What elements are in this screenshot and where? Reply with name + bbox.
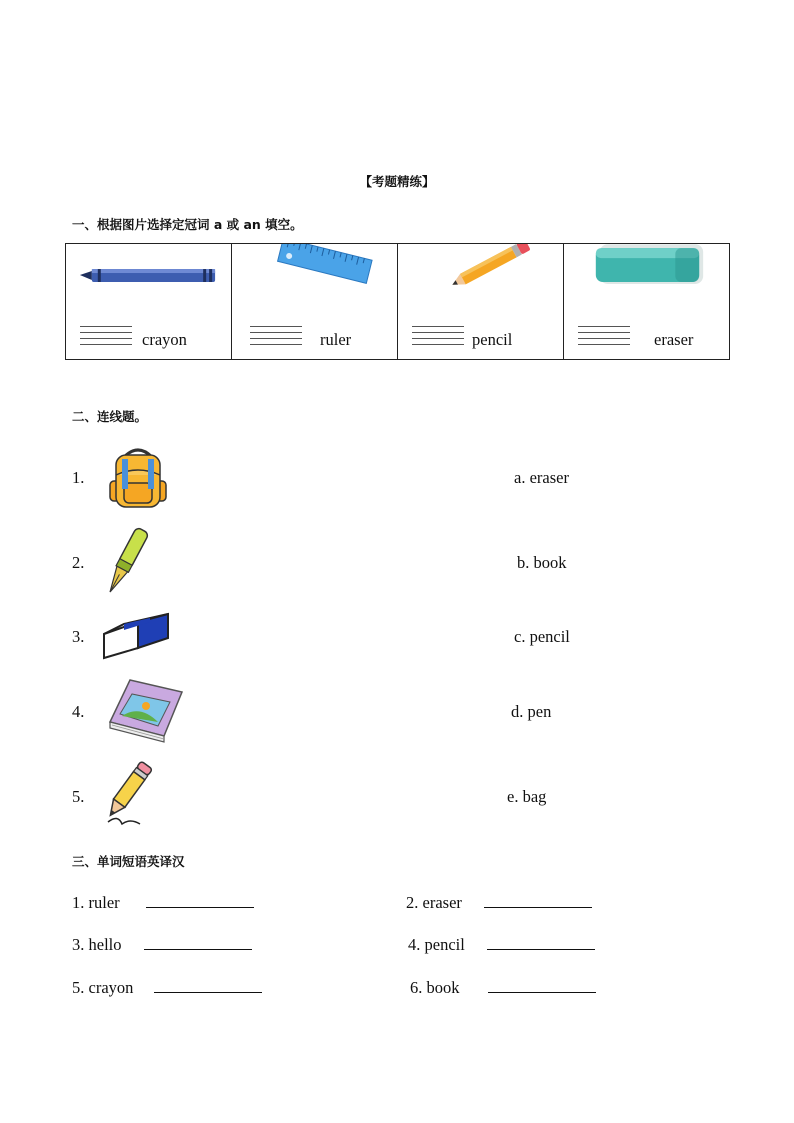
- translation-word: 6. book: [410, 978, 460, 997]
- word-eraser: eraser: [654, 330, 694, 349]
- translation-item: [406, 893, 592, 913]
- match-number: 1.: [72, 468, 85, 487]
- translation-item: [410, 978, 596, 998]
- translation-blank[interactable]: [484, 893, 592, 908]
- table-cell-eraser: [564, 244, 730, 360]
- word-pencil: pencil: [472, 330, 513, 349]
- match-answer: e. bag: [507, 787, 547, 806]
- match-number: 5.: [72, 787, 85, 806]
- translation-blank[interactable]: [144, 935, 252, 950]
- pencil-icon: [398, 244, 563, 314]
- table-cell-pencil: [398, 244, 564, 360]
- page-title: 【考题精练】: [359, 174, 435, 189]
- match-answer: c. pencil: [514, 627, 570, 646]
- translation-blank[interactable]: [154, 978, 262, 993]
- translation-item: [72, 935, 252, 955]
- crayon-icon: [66, 244, 231, 314]
- section1-heading: 一、根据图片选择定冠词 a 或 an 填空。: [72, 217, 303, 232]
- word-crayon: crayon: [142, 330, 187, 349]
- match-answer: b. book: [517, 553, 567, 572]
- table-cell-ruler: [232, 244, 398, 360]
- book-icon: [106, 678, 184, 744]
- translation-item: [72, 893, 254, 913]
- translation-item: [72, 978, 262, 998]
- match-number: 2.: [72, 553, 85, 572]
- translation-word: 1. ruler: [72, 893, 120, 912]
- section3-heading: 三、单词短语英译汉: [72, 854, 185, 869]
- answer-blank[interactable]: [80, 326, 132, 350]
- answer-blank[interactable]: [412, 326, 464, 350]
- article-table: [65, 243, 730, 360]
- word-ruler: ruler: [320, 330, 352, 349]
- translation-item: [408, 935, 595, 955]
- translation-blank[interactable]: [146, 893, 254, 908]
- translation-word: 3. hello: [72, 935, 122, 954]
- match-answer: a. eraser: [514, 468, 569, 487]
- fountain-pen-icon: [100, 524, 152, 600]
- translation-blank[interactable]: [487, 935, 595, 950]
- match-answer: d. pen: [511, 702, 552, 721]
- match-number: 4.: [72, 702, 85, 721]
- section2-heading: 二、连线题。: [72, 409, 148, 424]
- backpack-icon: [104, 445, 172, 511]
- pencil-icon: [100, 758, 158, 828]
- translation-word: 2. eraser: [406, 893, 462, 912]
- answer-blank[interactable]: [250, 326, 302, 350]
- match-number: 3.: [72, 627, 85, 646]
- eraser-icon: [102, 610, 172, 662]
- translation-word: 5. crayon: [72, 978, 134, 997]
- translation-word: 4. pencil: [408, 935, 465, 954]
- eraser-icon: [564, 244, 729, 314]
- ruler-icon: [232, 244, 397, 314]
- translation-blank[interactable]: [488, 978, 596, 993]
- answer-blank[interactable]: [578, 326, 630, 350]
- table-cell-crayon: [66, 244, 232, 360]
